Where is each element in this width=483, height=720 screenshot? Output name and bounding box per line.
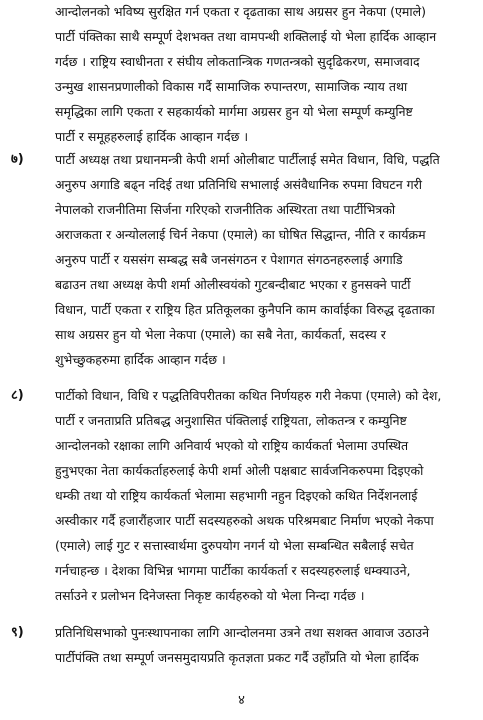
paragraph-line: आन्दोलनको रक्षाका लागि अनिवार्य भएको यो राष्ट्रिय कार्यकर्ता भेलामा उपस्थित	[55, 438, 409, 453]
paragraph-line: पार्टी पंक्तिका साथै सम्पूर्ण देशभक्त तथा वामपन्थी शक्तिलाई यो भेला हार्दिक आव्हान	[55, 29, 437, 44]
paragraph-line: अनुरुप अगाडि बढ्न नदिई तथा प्रतिनिधि सभालाई असंवैधानिक रुपमा विघटन गरी	[55, 177, 422, 192]
paragraph-line: तर्साउने र प्रलोभन दिनेजस्ता निकृष्ट कार्यहरुको यो भेला निन्दा गर्दछ ।	[55, 588, 365, 603]
paragraph-line: शुभेच्छुकहरुमा हार्दिक आव्हान गर्दछ ।	[55, 352, 226, 367]
paragraph-number: ८)	[11, 388, 24, 403]
paragraph-number: ९)	[11, 625, 24, 640]
paragraph-number: ७)	[11, 152, 24, 167]
paragraph-line: अस्वीकार गर्दै हजारौंहजार पार्टी सदस्यहरुको अथक परिश्रमबाट निर्माण भएको नेकपा	[55, 513, 434, 528]
paragraph-line: प्रतिनिधिसभाको पुनःस्थापनाका लागि आन्दोलनमा उत्रने तथा सशक्त आवाज उठाउने	[55, 625, 430, 640]
paragraph-line: धम्की तथा यो राष्ट्रिय कार्यकर्ता भेलामा सहभागी नहुन दिइएको कथित निर्देशनलाई	[55, 488, 418, 503]
paragraph-line: अराजकता र अन्योललाई चिर्न नेकपा (एमाले) का घोषित सिद्धान्त, नीति र कार्यक्रम	[55, 227, 426, 242]
paragraph-line: समृद्धिका लागि एकता र सहकार्यको मार्गमा अग्रसर हुन यो भेला सम्पूर्ण कम्युनिष्ट	[55, 104, 413, 119]
paragraph-line: पार्टी र जनताप्रति प्रतिबद्ध अनुशासित पंक्तिलाई राष्ट्रियता, लोकतन्त्र र कम्युनिष्ट	[55, 413, 407, 428]
paragraph-line: नेपालको राजनीतिमा सिर्जना गरिएको राजनीतिक अस्थिरता तथा पार्टीभित्रको	[55, 202, 396, 217]
paragraph-line: पार्टीको विधान, विधि र पद्धतिविपरीतका कथित निर्णयहरु गरी नेकपा (एमाले) को देश,	[55, 388, 442, 403]
paragraph-line: पार्टी र समूहहरुलाई हार्दिक आव्हान गर्दछ ।	[55, 129, 249, 144]
paragraph-line: हुनुभएका नेता कार्यकर्ताहरुलाई केपी शर्मा ओली पक्षबाट सार्वजनिकरुपमा दिइएको	[55, 463, 424, 478]
paragraph-line: पार्टी अध्यक्ष तथा प्रधानमन्त्री केपी शर्मा ओलीबाट पार्टीलाई समेत विधान, विधि, पद्धति	[55, 152, 440, 167]
paragraph-line: (एमाले) लाई गुट र सत्तास्वार्थमा दुरुपयोग नगर्न यो भेला सम्बन्धित सबैलाई सचेत	[55, 538, 414, 553]
paragraph-line: अनुरुप पार्टी र यससंग सम्बद्ध सबै जनसंगठन र पेशागत संगठनहरुलाई अगाडि	[55, 252, 403, 267]
paragraph-line: पार्टीपंक्ति तथा सम्पूर्ण जनसमुदायप्रति कृतज्ञता प्रकट गर्दै उहाँप्रति यो भेला हार्दिक	[55, 650, 419, 665]
page-number: ४	[238, 693, 245, 708]
paragraph-line: गर्दछ । राष्ट्रिय स्वाधीनता र संघीय लोकतान्त्रिक गणतन्त्रको सुदृढिकरण, समाजवाद	[55, 54, 420, 69]
paragraph-line: साथ अग्रसर हुन यो भेला नेकपा (एमाले) का सबै नेता, कार्यकर्ता, सदस्य र	[55, 327, 386, 342]
paragraph-line: गर्नचाहन्छ । देशका विभिन्न भागमा पार्टीका कार्यकर्ता र सदस्यहरुलाई धम्क्याउने,	[55, 563, 411, 578]
paragraph-line: बढाउन तथा अध्यक्ष केपी शर्मा ओलीस्वयंको गुटबन्दीबाट भएका र हुनसक्ने पार्टी	[55, 277, 411, 292]
paragraph-line: आन्दोलनको भविष्य सुरक्षित गर्न एकता र दृढताका साथ अग्रसर हुन नेकपा (एमाले)	[55, 4, 426, 19]
paragraph-line: विधान, पार्टी एकता र राष्ट्रिय हित प्रतिकूलका कुनैपनि काम कार्वाईका विरुद्ध दृढताका	[55, 302, 435, 317]
paragraph-line: उन्मुख शासनप्रणालीको विकास गर्दै सामाजिक रुपान्तरण, सामाजिक न्याय तथा	[55, 79, 408, 94]
